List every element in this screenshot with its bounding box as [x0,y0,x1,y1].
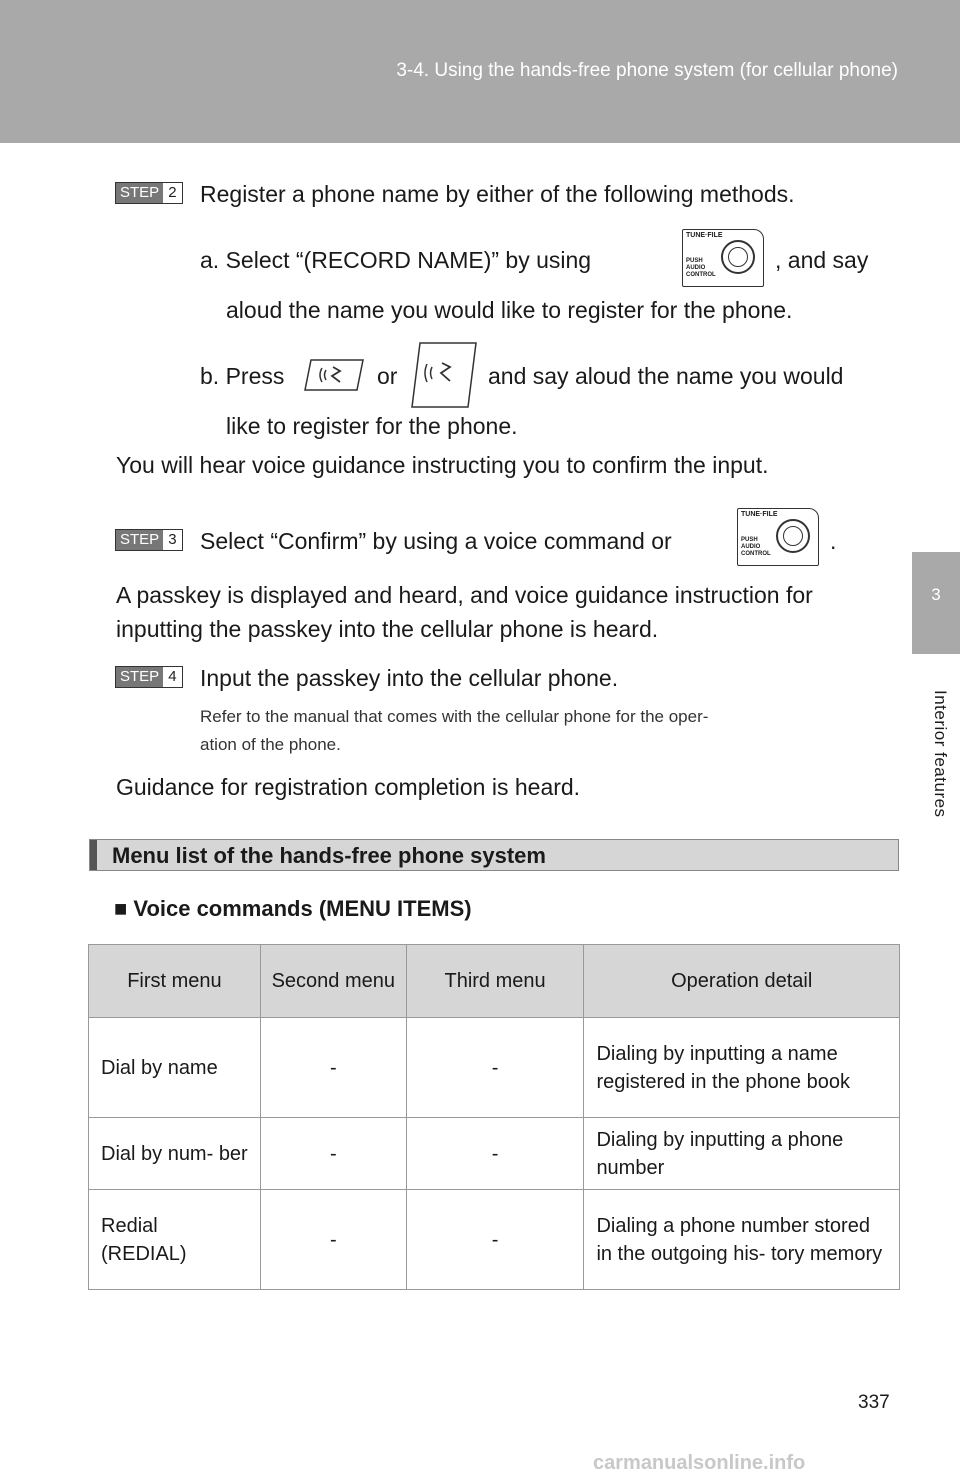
step-2a-text-end: , and say [775,247,869,273]
step-2-result: You will hear voice guidance instructing you to confirm the input. [116,452,769,478]
step-4-note-line2: ation of the phone. [200,735,341,754]
col-first-menu: First menu [89,945,261,1018]
watermark: carmanualsonline.info [593,1452,806,1474]
cell-first-menu: Dial by name [89,1018,261,1118]
step-3-badge: STEP 3 [115,529,183,551]
step-4-result: Guidance for registration completion is heard. [116,774,581,800]
section-title: Menu list of the hands-free phone system [112,843,546,868]
step-2-badge: STEP 2 [115,182,183,204]
subsection-heading: ■ Voice commands (MENU ITEMS) [114,896,472,921]
cell-operation-detail: Dialing by inputting a name registered in the phone book [584,1018,900,1118]
voice-command-table [88,944,900,1290]
side-tab-label: Interior features [931,690,950,818]
cell-third-menu: - [406,1118,584,1190]
section-heading-bar [89,839,899,871]
step-2b-or: or [377,363,398,389]
step-2-text: Register a phone name by either of the following methods. [200,181,795,207]
step-2a-text: a. Select “(RECORD NAME)” by using [200,247,592,273]
dial-icon [721,240,755,274]
col-second-menu: Second menu [260,945,406,1018]
table-row [89,1018,900,1118]
step-4-note-line1: Refer to the manual that comes with the cellular phone for the oper- [200,707,709,726]
step-2b-text: b. Press [200,363,285,389]
page-number: 337 [858,1392,890,1413]
step-2b-line2: like to register for the phone. [226,413,518,439]
talk-switch-icon [303,358,365,392]
col-third-menu: Third menu [406,945,584,1018]
talk-switch-large-icon [410,341,478,409]
cell-third-menu: - [406,1190,584,1290]
step-2b-text-end: and say aloud the name you would [488,363,844,389]
cell-second-menu: - [260,1018,406,1118]
tune-file-knob-icon: TUNE·FILE PUSH AUDIO CONTROL [737,508,819,566]
step-4-badge: STEP 4 [115,666,183,688]
step-2a-line2: aloud the name you would like to register for the phone. [226,297,793,323]
cell-second-menu: - [260,1118,406,1190]
cell-first-menu: Dial by num- ber [89,1118,261,1190]
cell-operation-detail: Dialing a phone number stored in the outgoing his- tory memory [584,1190,900,1290]
tune-file-knob-icon: TUNE·FILE PUSH AUDIO CONTROL [682,229,764,287]
step-3-text-end: . [830,528,837,554]
table-row [89,1190,900,1290]
step-3-result-line2: inputting the passkey into the cellular phone is heard. [116,616,659,642]
cell-first-menu: Redial (REDIAL) [89,1190,261,1290]
cell-second-menu: - [260,1190,406,1290]
cell-operation-detail: Dialing by inputting a phone number [584,1118,900,1190]
table-row [89,1118,900,1190]
table-header-row [89,945,900,1018]
side-tab-number: 3 [931,585,941,604]
col-operation-detail: Operation detail [584,945,900,1018]
cell-third-menu: - [406,1018,584,1118]
dial-icon [776,519,810,553]
chapter-title: 3-4. Using the hands-free phone system (for cellular phone) [396,60,898,81]
step-4-text: Input the passkey into the cellular phone. [200,665,619,691]
step-3-result-line1: A passkey is displayed and heard, and voice guidance instruction for [116,582,813,608]
step-3-text: Select “Confirm” by using a voice command or [200,528,672,554]
